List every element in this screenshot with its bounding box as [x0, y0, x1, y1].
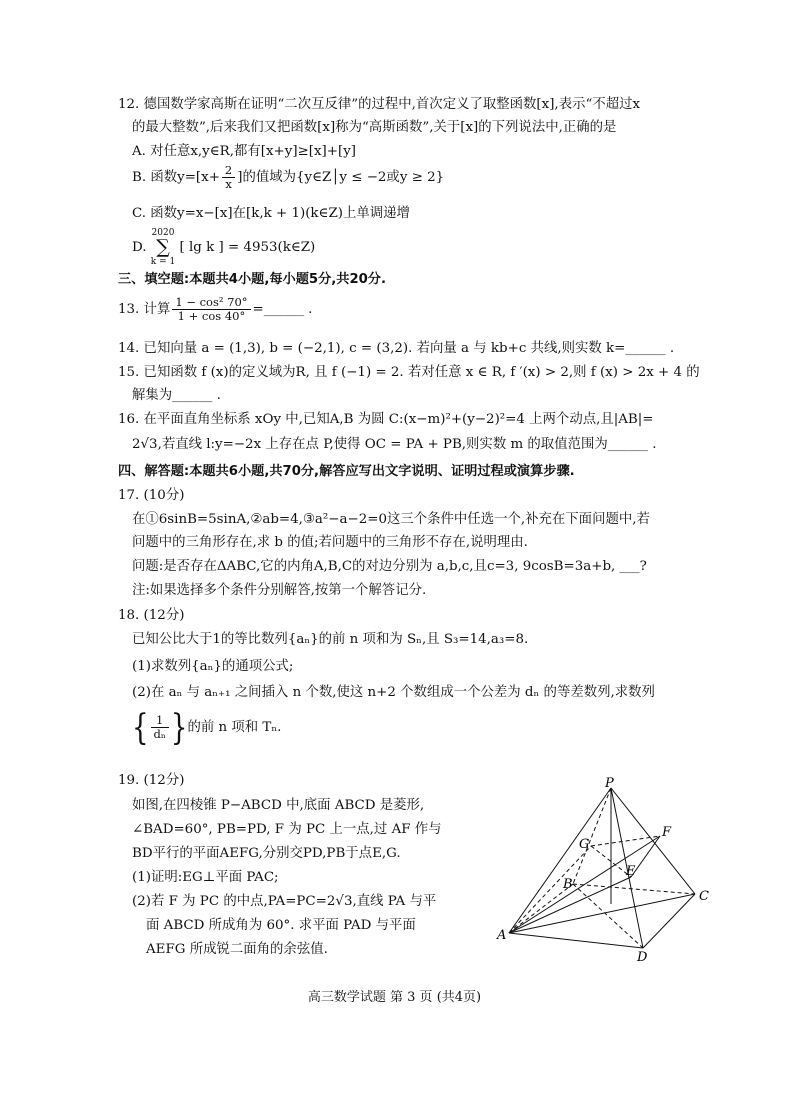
q19-line3: BD平行的平面AEFG,分别交PD,PB于点E,G. [132, 846, 401, 861]
q12-option-b-prefix: B. 函数y=[x+ [132, 170, 220, 185]
label-b: B [563, 877, 573, 892]
label-f: F [662, 825, 672, 840]
edge-gf [591, 836, 660, 846]
q13 [118, 294, 312, 326]
edge-ad [509, 933, 643, 948]
q13-prefix: 13. 计算 [118, 302, 171, 317]
q12-option-d-suffix: [ lg k ] = 4953(k∈Z) [179, 240, 316, 255]
q19-line2: ∠BAD=60°, PB=PD, F 为 PC 上一点,过 AF 作与 [132, 822, 442, 837]
label-g: G [579, 837, 590, 852]
q18-line4-suffix: 的前 n 项和 Tₙ. [187, 720, 282, 735]
q15-line2: 解集为______ . [132, 388, 221, 403]
q12-option-b-fraction [222, 164, 235, 191]
edge-bc [573, 884, 695, 894]
q19-line5: (2)若 F 为 PC 的中点,PA=PC=2√3,直线 PA 与平 [132, 894, 437, 909]
q13-suffix: =______ . [252, 302, 313, 317]
q13-fraction [172, 296, 250, 323]
section-answer-heading: 四、解答题:本题共6小题,共70分,解答应写出文字说明、证明过程或演算步骤. [118, 464, 575, 479]
q17-line4: 注:如果选择多个条件分别解答,按第一个解答记分. [132, 583, 427, 598]
q15-line1: 15. 已知函数 f (x)的定义域为R, 且 f (−1) = 2. 若对任意 x ∈ R, f ′(x) > 2,则 f (x) > 2x + 4 的 [118, 365, 700, 380]
q17-line3: 问题:是否存在ΔABC,它的内角A,B,C的对边分别为 a,b,c,且c=3, 9cosB=3a+b, ___? [132, 559, 647, 574]
q18-line4 [132, 708, 281, 748]
pyramid-figure [495, 776, 725, 962]
sum-upper-limit: 2020 [151, 228, 175, 238]
right-brace: } [170, 707, 188, 748]
summation-symbol [151, 228, 175, 267]
q12-option-b-suffix: ]的值域为{y∈Z│y ≤ −2或y ≥ 2} [237, 170, 445, 185]
fraction-denominator: dₙ [153, 727, 166, 741]
diag-ac [509, 894, 695, 933]
fraction-numerator: 2 [222, 164, 235, 178]
q18-line1: 已知公比大于1的等比数列{aₙ}的前 n 项和为 Sₙ,且 S₃=14,a₃=8. [132, 632, 529, 647]
q16-line2: 2√3,若直线 l:y=−2x 上存在点 P,使得 OC = PA + PB,则实数 m 的取值范围为______ . [132, 437, 657, 452]
q19-line7: AEFG 所成锐二面角的余弦值. [146, 942, 328, 957]
fraction-denominator: x [225, 177, 232, 191]
q17-line2: 问题中的三角形存在,求 b 的值;若问题中的三角形不存在,说明理由. [132, 535, 528, 550]
q18-heading: 18. (12分) [118, 608, 185, 623]
q17-heading: 17. (10分) [118, 488, 185, 503]
page-footer: 高三数学试题 第 3 页 (共4页) [307, 990, 482, 1005]
fraction-numerator: 1 [151, 714, 169, 728]
q12-line1: 12. 德国数学家高斯在证明“二次互反律”的过程中,首次定义了取整函数[x],表示“不超过x [118, 97, 641, 112]
fraction-denominator: 1 + cos 40° [177, 309, 246, 323]
q12-line2: 的最大整数”,后来我们又把函数[x]称为“高斯函数”,关于[x]的下列说法中,正确的是 [132, 120, 617, 135]
q19-line6: 面 ABCD 所成角为 60°. 求平面 PAD 与平面 [146, 918, 416, 933]
q12-option-a: A. 对任意x,y∈R,都有[x+y]≥[x]+[y] [132, 144, 356, 159]
q18-line3: (2)在 aₙ 与 aₙ₊₁ 之间插入 n 个数,使这 n+2 个数组成一个公差为 dₙ 的等差数列,求数列 [132, 685, 655, 700]
q12-option-c: C. 函数y=x−[x]在[k,k + 1)(k∈Z)上单调递增 [132, 206, 410, 221]
label-a: A [497, 928, 507, 943]
q18-fraction [151, 714, 169, 741]
q14: 14. 已知向量 a = (1,3), b = (−2,1), c = (3,2). 若向量 a 与 kb+c 共线,则实数 k=______ . [118, 341, 675, 356]
q12-option-d [132, 228, 315, 267]
edge-pa [509, 788, 611, 933]
q19-line1: 如图,在四棱锥 P−ABCD 中,底面 ABCD 是菱形, [132, 798, 425, 813]
label-c: C [699, 889, 709, 904]
fraction-numerator: 1 − cos² 70° [172, 296, 250, 310]
q19-line4: (1)证明:EG⊥平面 PAC; [132, 870, 279, 885]
label-p: P [605, 776, 614, 791]
edge-pb [573, 788, 611, 884]
q18-line2: (1)求数列{aₙ}的通项公式; [132, 659, 294, 674]
q12-option-d-prefix: D. [132, 240, 147, 255]
label-e: E [626, 864, 636, 879]
q19-heading: 19. (12分) [118, 773, 185, 788]
sum-lower-limit: k = 1 [150, 257, 176, 267]
q17-line1: 在①6sinB=5sinA,②ab=4,③a²−a−2=0这三个条件中任选一个,补充在下面问题中,若 [132, 512, 650, 527]
left-brace: { [132, 707, 149, 748]
section-fill-in-heading: 三、填空题:本题共4小题,每小题5分,共20分. [118, 272, 387, 287]
label-d: D [637, 950, 648, 962]
sigma-glyph: ∑ [156, 236, 170, 258]
q12-option-b [132, 164, 444, 192]
edge-dc [643, 894, 695, 948]
q16-line1: 16. 在平面直角坐标系 xOy 中,已知A,B 为圆 C:(x−m)²+(y−2)²=4 上两个动点,且|AB|= [118, 412, 654, 427]
